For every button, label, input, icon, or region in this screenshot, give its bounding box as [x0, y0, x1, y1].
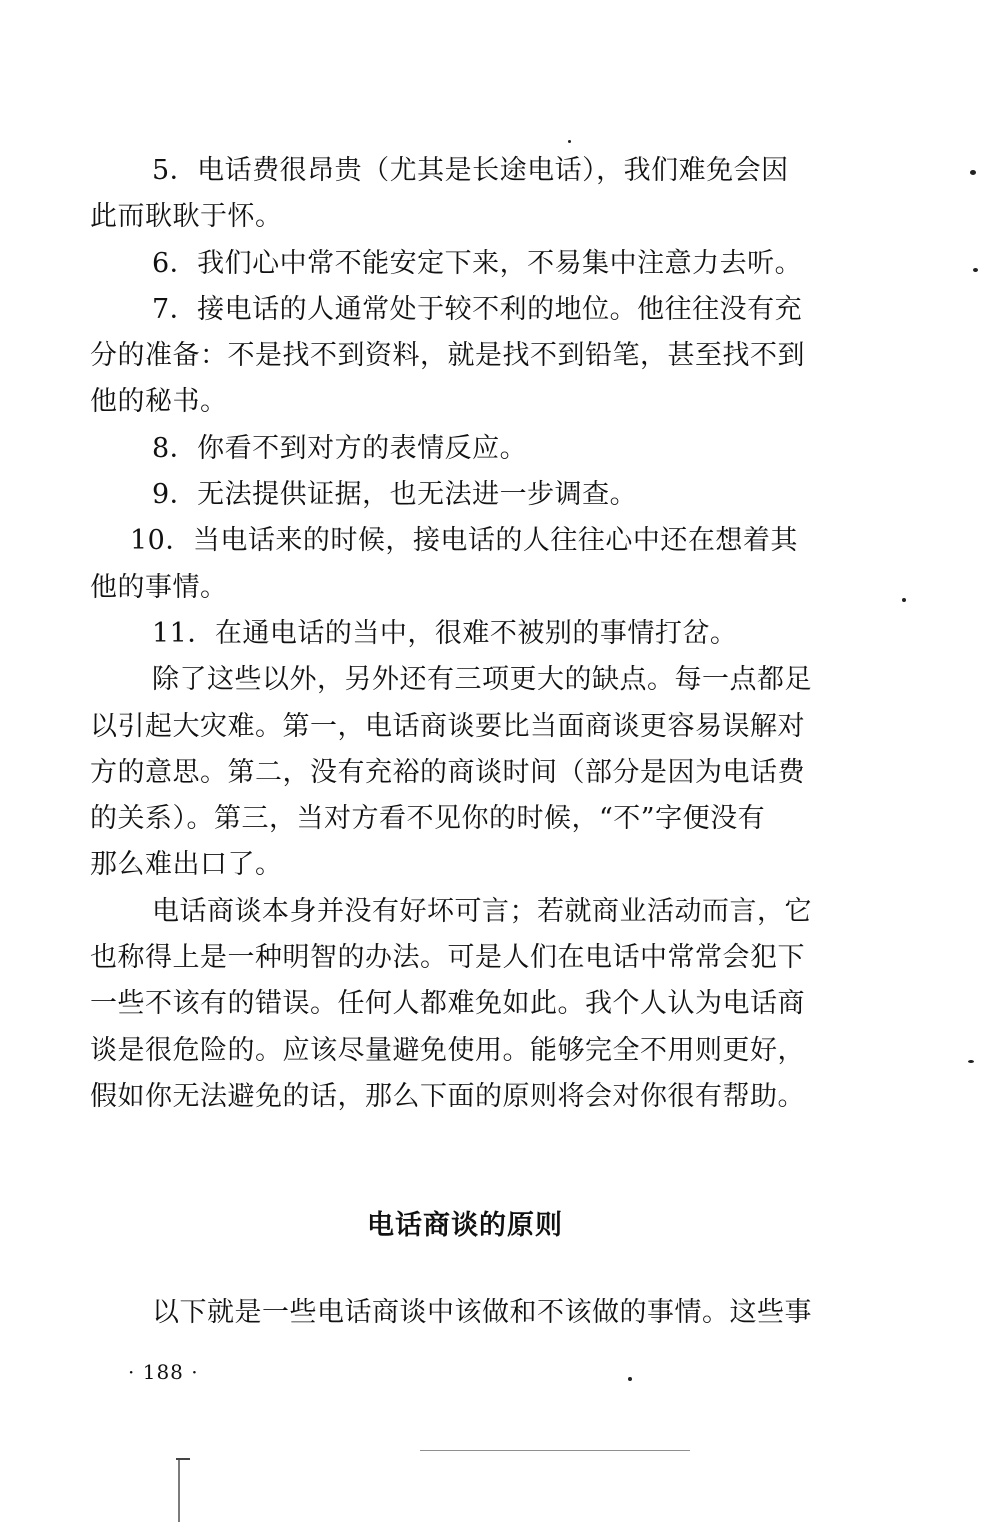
text-line: 5．电话费很昂贵（尤其是长途电话），我们难免会因	[152, 155, 789, 186]
text-line: 8．你看不到对方的表情反应。	[152, 432, 528, 464]
text-line: 11．在通电话的当中，很难不被别的事情打岔。	[152, 617, 738, 649]
text-line: 9．无法提供证据，也无法进一步调查。	[152, 479, 638, 511]
section-heading: 电话商谈的原则	[367, 1210, 563, 1241]
paragraph-start: 以下就是一些电话商谈中该做和不该做的事情。这些事	[152, 1297, 812, 1328]
scan-rule	[178, 1460, 180, 1522]
text-line: 方的意思。第二，没有充裕的商谈时间（部分是因为电话费	[90, 756, 805, 788]
scan-speck	[628, 1377, 632, 1381]
text-line: 以引起大灾难。第一，电话商谈要比当面商谈更容易误解对	[90, 710, 805, 742]
scan-speck	[970, 170, 976, 175]
text-line: 也称得上是一种明智的办法。可是人们在电话中常常会犯下	[90, 942, 805, 974]
text-line: 那么难出口了。	[90, 849, 283, 881]
body-text	[90, 148, 842, 1120]
scan-rule	[420, 1450, 690, 1451]
text-line: 电话商谈本身并没有好坏可言；若就商业活动而言，它	[152, 895, 812, 927]
scan-speck	[902, 598, 906, 602]
text-line: 此而耿耿于怀。	[90, 201, 283, 233]
page-number: · 188 ·	[128, 1360, 199, 1384]
text-line: 他的事情。	[90, 571, 228, 603]
scan-speck	[568, 140, 571, 143]
text-line: 除了这些以外，另外还有三项更大的缺点。每一点都足	[152, 664, 812, 696]
text-line: 一些不该有的错误。任何人都难免如此。我个人认为电话商	[90, 988, 805, 1020]
text-line: 6．我们心中常不能安定下来，不易集中注意力去听。	[152, 247, 803, 279]
scan-speck	[973, 268, 978, 272]
text-line: 分的准备：不是找不到资料，就是找不到铅笔，甚至找不到	[90, 340, 805, 372]
text-line: 假如你无法避免的话，那么下面的原则将会对你很有帮助。	[90, 1080, 805, 1112]
text-line: 10．当电话来的时候，接电话的人往往心中还在想着其	[130, 525, 798, 557]
scan-speck	[968, 1060, 974, 1063]
text-line: 谈是很危险的。应该尽量避免使用。能够完全不用则更好，	[90, 1034, 805, 1066]
text-line: 7．接电话的人通常处于较不利的地位。他往往没有充	[152, 293, 803, 325]
text-line: 的关系）。第三，当对方看不见你的时候，“不”字便没有	[90, 803, 766, 835]
text-line: 他的秘书。	[90, 386, 228, 418]
